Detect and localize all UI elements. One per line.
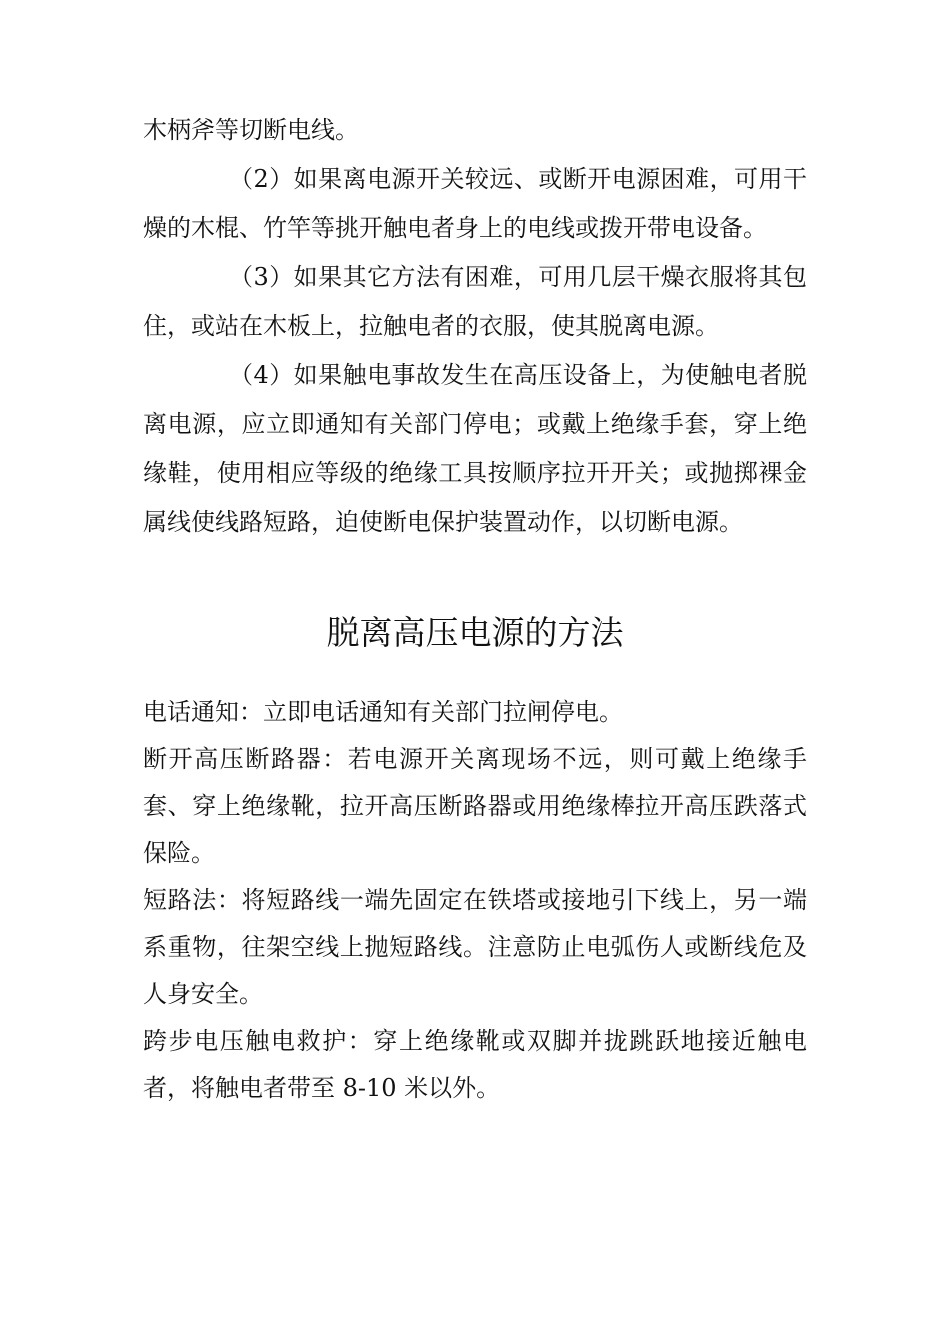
- paragraph-item-2: （2）如果离电源开关较远、或断开电源困难，可用干燥的木棍、竹竿等挑开触电者身上的电线或拨开带电设备。: [143, 165, 807, 242]
- paragraph-item-3: （3）如果其它方法有困难，可用几层干燥衣服将其包住，或站在木板上，拉触电者的衣服，使其脱离电源。: [143, 263, 807, 340]
- section-paragraph-step-voltage: 跨步电压触电救护：穿上绝缘靴或双脚并拢跳跃地接近触电者，将触电者带至 8-10 米以外。: [143, 1027, 807, 1102]
- section-paragraph-short-circuit: 短路法：将短路线一端先固定在铁塔或接地引下线上，另一端系重物，往架空线上抛短路线。注意防止电弧伤人或断线危及人身安全。: [143, 886, 807, 1008]
- paragraph-continuation: 木柄斧等切断电线。: [143, 116, 359, 144]
- paragraph-item-4: （4）如果触电事故发生在高压设备上，为使触电者脱离电源，应立即通知有关部门停电；或戴上绝缘手套，穿上绝缘鞋，使用相应等级的绝缘工具按顺序拉开开关；或抛掷裸金属线使线路短路，迫使断电保护装置动作，以切断电源。: [143, 361, 807, 536]
- section-paragraph-phone: 电话通知：立即电话通知有关部门拉闸停电。: [143, 698, 623, 726]
- section-title: 脱离高压电源的方法: [326, 613, 624, 652]
- document-body: [143, 106, 807, 1112]
- section-paragraph-breaker: 断开高压断路器：若电源开关离现场不远，则可戴上绝缘手套、穿上绝缘靴，拉开高压断路器或用绝缘棒拉开高压跌落式保险。: [143, 745, 807, 867]
